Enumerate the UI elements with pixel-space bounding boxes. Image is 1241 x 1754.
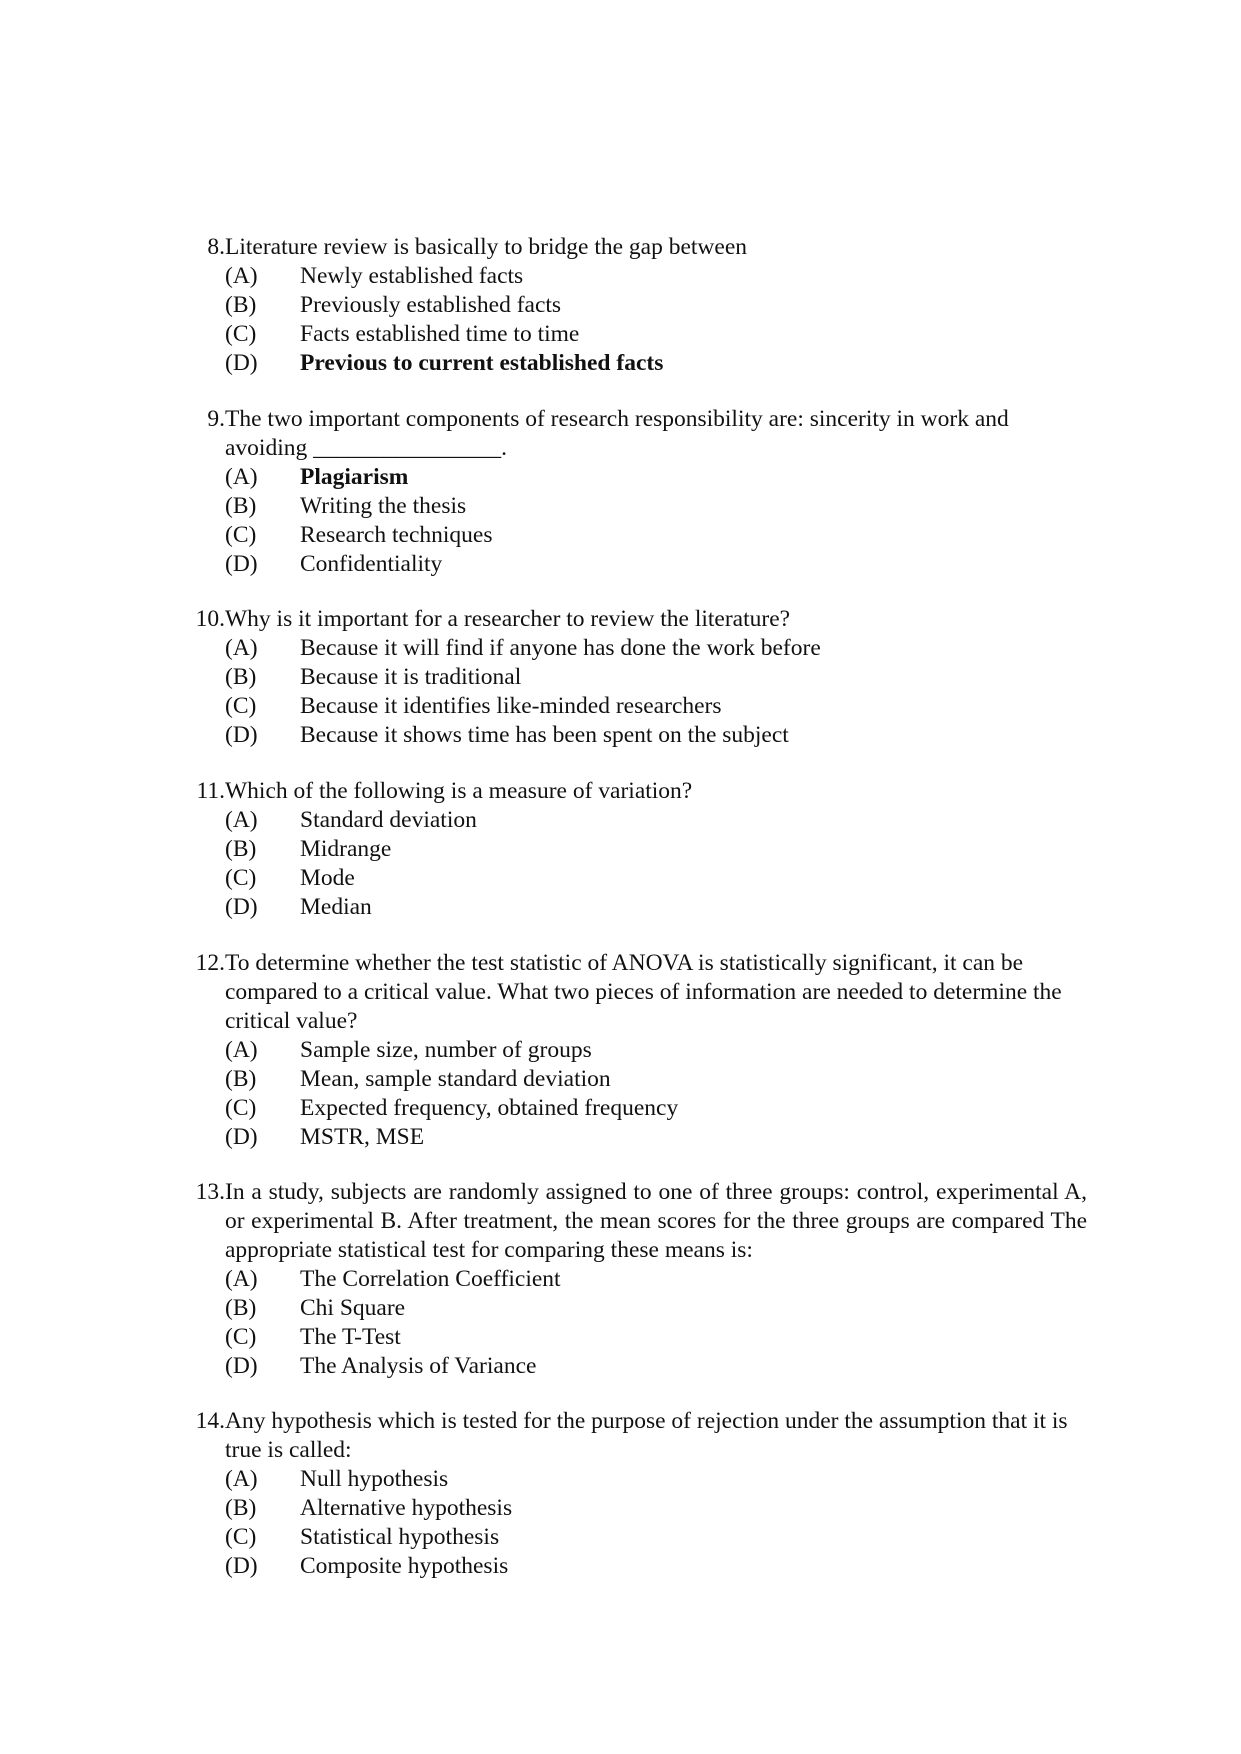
option-letter: (A) (225, 1466, 258, 1492)
option-text: Because it is traditional (300, 664, 522, 690)
option-c (225, 1323, 1087, 1352)
option-text: Null hypothesis (300, 1466, 449, 1492)
option-letter: (B) (225, 664, 257, 690)
option-text: Newly established facts (300, 263, 524, 289)
option-a (225, 262, 1087, 291)
option-letter: (C) (225, 1324, 257, 1350)
question-number: 10. (195, 606, 225, 632)
option-c (225, 1523, 1087, 1552)
question-text: The two important components of research responsibility are: sincerity in work and avoiding ________________. (225, 406, 1009, 461)
option-letter: (B) (225, 1295, 257, 1321)
option-text: Alternative hypothesis (300, 1495, 513, 1521)
question-10 (187, 605, 1087, 750)
option-text: Sample size, number of groups (300, 1037, 592, 1063)
option-letter: (C) (225, 522, 257, 548)
question-text: Why is it important for a researcher to review the literature? (225, 606, 791, 632)
option-b (225, 1494, 1087, 1523)
question-stem (187, 233, 1087, 262)
option-letter: (D) (225, 350, 258, 376)
option-b (225, 1065, 1087, 1094)
question-stem (187, 605, 1087, 634)
option-text: Composite hypothesis (300, 1553, 509, 1579)
option-a (225, 1265, 1087, 1294)
option-letter: (D) (225, 722, 258, 748)
option-letter: (B) (225, 1495, 257, 1521)
option-text: Because it identifies like-minded researchers (300, 693, 722, 719)
option-c (225, 692, 1087, 721)
option-letter: (A) (225, 263, 258, 289)
option-text: Confidentiality (300, 551, 443, 577)
question-number: 8. (207, 234, 225, 260)
option-text: Because it will find if anyone has done the work before (300, 635, 821, 661)
option-a (225, 634, 1087, 663)
option-letter: (D) (225, 551, 258, 577)
option-b (225, 291, 1087, 320)
option-a (225, 806, 1087, 835)
question-number: 13. (195, 1179, 225, 1205)
option-letter: (D) (225, 1553, 258, 1579)
question-13 (187, 1178, 1087, 1381)
option-text-answer: Plagiarism (300, 464, 409, 490)
option-text: Research techniques (300, 522, 493, 548)
option-letter: (B) (225, 292, 257, 318)
question-stem (187, 777, 1087, 806)
option-text: Chi Square (300, 1295, 406, 1321)
option-letter: (D) (225, 1353, 258, 1379)
option-letter: (B) (225, 493, 257, 519)
question-text: Any hypothesis which is tested for the purpose of rejection under the assumption that it is true is called: (225, 1408, 1068, 1463)
option-text: Statistical hypothesis (300, 1524, 500, 1550)
option-letter: (A) (225, 464, 258, 490)
option-c (225, 521, 1087, 550)
option-b (225, 492, 1087, 521)
question-text: Which of the following is a measure of variation? (225, 778, 693, 804)
option-text: Because it shows time has been spent on the subject (300, 722, 789, 748)
option-text: Previously established facts (300, 292, 562, 318)
option-b (225, 835, 1087, 864)
option-d (225, 1352, 1087, 1381)
question-number: 11. (196, 778, 225, 804)
option-text: The Correlation Coefficient (300, 1266, 561, 1292)
option-text: Mode (300, 865, 355, 891)
question-12 (187, 949, 1087, 1152)
question-11 (187, 777, 1087, 922)
option-text: Standard deviation (300, 807, 477, 833)
option-text: The Analysis of Variance (300, 1353, 537, 1379)
option-letter: (A) (225, 635, 258, 661)
option-text: Expected frequency, obtained frequency (300, 1095, 679, 1121)
option-letter: (D) (225, 1124, 258, 1150)
question-number: 14. (195, 1408, 225, 1434)
question-stem (187, 1407, 1087, 1465)
option-d (225, 550, 1087, 579)
question-number: 12. (195, 950, 225, 976)
question-number: 9. (207, 406, 225, 432)
option-d (225, 893, 1087, 922)
question-14 (187, 1407, 1087, 1581)
option-d (225, 349, 1087, 378)
question-stem (187, 405, 1087, 463)
option-letter: (C) (225, 1524, 257, 1550)
option-letter: (C) (225, 1095, 257, 1121)
question-9 (187, 405, 1087, 579)
option-a (225, 1465, 1087, 1494)
option-c (225, 864, 1087, 893)
option-letter: (A) (225, 1037, 258, 1063)
option-d (225, 1552, 1087, 1581)
option-b (225, 663, 1087, 692)
question-text: In a study, subjects are randomly assigned to one of three groups: control, experimental A, or experimental B. After treatment, the mean scores for the three groups are compared The appropriate statistical test for comparing these means is: (225, 1179, 1087, 1263)
option-a (225, 1036, 1087, 1065)
option-text: Median (300, 894, 372, 920)
option-letter: (C) (225, 865, 257, 891)
option-letter: (B) (225, 836, 257, 862)
option-text-answer: Previous to current established facts (300, 350, 664, 376)
option-letter: (C) (225, 321, 257, 347)
option-text: The T-Test (300, 1324, 401, 1350)
option-c (225, 320, 1087, 349)
option-letter: (A) (225, 1266, 258, 1292)
question-8 (187, 233, 1087, 378)
option-d (225, 1123, 1087, 1152)
option-text: Writing the thesis (300, 493, 467, 519)
option-letter: (A) (225, 807, 258, 833)
option-text: Mean, sample standard deviation (300, 1066, 611, 1092)
option-text: Facts established time to time (300, 321, 580, 347)
option-letter: (B) (225, 1066, 257, 1092)
option-c (225, 1094, 1087, 1123)
question-text: To determine whether the test statistic of ANOVA is statistically significant, it can be compared to a critical value. What two pieces of information are needed to determine the critical value? (225, 950, 1062, 1034)
option-letter: (C) (225, 693, 257, 719)
option-text: Midrange (300, 836, 392, 862)
question-text: Literature review is basically to bridge the gap between (225, 234, 748, 260)
option-b (225, 1294, 1087, 1323)
option-d (225, 721, 1087, 750)
question-stem (187, 949, 1087, 1036)
option-text: MSTR, MSE (300, 1124, 425, 1150)
question-stem (187, 1178, 1087, 1265)
option-a (225, 463, 1087, 492)
option-letter: (D) (225, 894, 258, 920)
